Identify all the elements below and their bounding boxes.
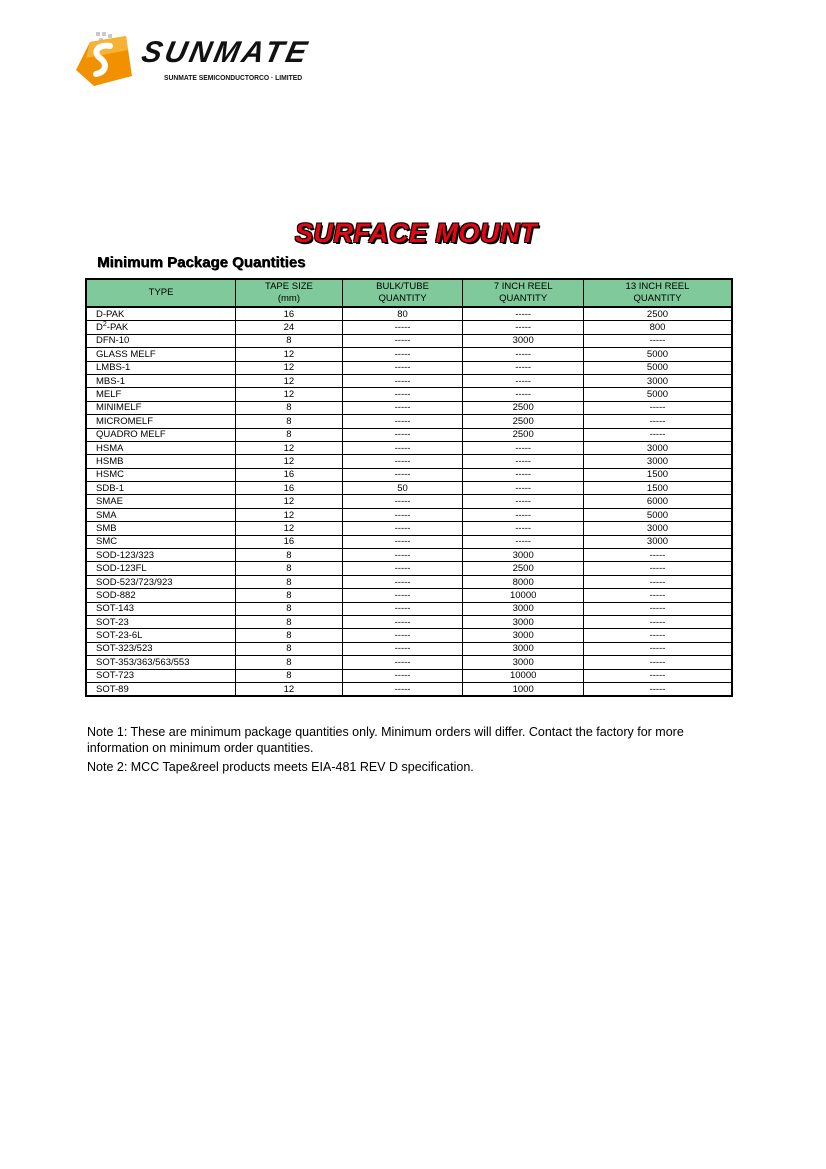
cell-type: SMB xyxy=(86,522,236,535)
cell-type: SMAE xyxy=(86,495,236,508)
cell-reel7: 3000 xyxy=(463,602,584,615)
table-row xyxy=(86,575,732,588)
cell-type: MELF xyxy=(86,388,236,401)
cell-tape: 16 xyxy=(236,535,343,548)
cell-reel13: 3000 xyxy=(584,441,733,454)
cell-bulk: 50 xyxy=(342,482,463,495)
cell-tape: 12 xyxy=(236,495,343,508)
cell-reel13: ----- xyxy=(584,549,733,562)
cell-reel13: 5000 xyxy=(584,388,733,401)
cell-bulk: ----- xyxy=(342,589,463,602)
table-row xyxy=(86,495,732,508)
cell-type: QUADRO MELF xyxy=(86,428,236,441)
table-row xyxy=(86,656,732,669)
cell-reel7: ----- xyxy=(463,508,584,521)
logo-mark-icon xyxy=(72,30,142,92)
cell-bulk: ----- xyxy=(342,374,463,387)
cell-bulk: ----- xyxy=(342,455,463,468)
note-1: Note 1: These are minimum package quantities only. Minimum orders will differ. Contact the factory for more information on minimum order quantities. xyxy=(87,725,684,755)
table-row xyxy=(86,374,732,387)
cell-reel13: ----- xyxy=(584,656,733,669)
table-row xyxy=(86,549,732,562)
cell-type: SOT-353/363/563/553 xyxy=(86,656,236,669)
table-row xyxy=(86,334,732,347)
cell-type: LMBS-1 xyxy=(86,361,236,374)
cell-tape: 8 xyxy=(236,428,343,441)
cell-tape: 8 xyxy=(236,562,343,575)
brand-name: SUNMATE xyxy=(138,36,313,69)
cell-reel7: 2500 xyxy=(463,428,584,441)
cell-reel13: ----- xyxy=(584,615,733,628)
cell-type: HSMA xyxy=(86,441,236,454)
cell-reel13: ----- xyxy=(584,589,733,602)
cell-bulk: ----- xyxy=(342,642,463,655)
cell-type: SOD-123/323 xyxy=(86,549,236,562)
cell-tape: 12 xyxy=(236,508,343,521)
header-7-inch-reel: 7 INCH REEL QUANTITY xyxy=(463,279,584,307)
cell-tape: 12 xyxy=(236,682,343,696)
cell-type: SMC xyxy=(86,535,236,548)
cell-reel7: ----- xyxy=(463,482,584,495)
cell-reel7: 3000 xyxy=(463,615,584,628)
cell-tape: 12 xyxy=(236,361,343,374)
cell-reel13: ----- xyxy=(584,562,733,575)
table-row xyxy=(86,589,732,602)
cell-bulk: ----- xyxy=(342,629,463,642)
cell-tape: 8 xyxy=(236,642,343,655)
cell-type: SOT-89 xyxy=(86,682,236,696)
cell-reel13: ----- xyxy=(584,401,733,414)
table-row xyxy=(86,428,732,441)
cell-bulk: ----- xyxy=(342,562,463,575)
cell-bulk: ----- xyxy=(342,575,463,588)
cell-tape: 8 xyxy=(236,334,343,347)
cell-reel13: 3000 xyxy=(584,522,733,535)
cell-reel13: 800 xyxy=(584,321,733,334)
cell-reel13: 3000 xyxy=(584,455,733,468)
cell-reel7: 3000 xyxy=(463,549,584,562)
cell-type: SOT-23 xyxy=(86,615,236,628)
cell-tape: 8 xyxy=(236,669,343,682)
cell-tape: 12 xyxy=(236,522,343,535)
cell-bulk: ----- xyxy=(342,615,463,628)
cell-type: SOT-723 xyxy=(86,669,236,682)
table-row xyxy=(86,562,732,575)
table-row xyxy=(86,642,732,655)
cell-bulk: ----- xyxy=(342,388,463,401)
table-row xyxy=(86,615,732,628)
cell-tape: 16 xyxy=(236,482,343,495)
cell-bulk: ----- xyxy=(342,522,463,535)
cell-reel13: ----- xyxy=(584,575,733,588)
cell-reel7: ----- xyxy=(463,321,584,334)
cell-bulk: ----- xyxy=(342,361,463,374)
cell-reel13: ----- xyxy=(584,415,733,428)
cell-type: SOD-882 xyxy=(86,589,236,602)
cell-reel13: 3000 xyxy=(584,535,733,548)
cell-type: MINIMELF xyxy=(86,401,236,414)
table-row xyxy=(86,629,732,642)
cell-reel13: 1500 xyxy=(584,468,733,481)
cell-type: MICROMELF xyxy=(86,415,236,428)
table-row xyxy=(86,669,732,682)
cell-reel7: ----- xyxy=(463,441,584,454)
cell-tape: 8 xyxy=(236,615,343,628)
cell-reel13: 3000 xyxy=(584,374,733,387)
cell-reel13: ----- xyxy=(584,334,733,347)
cell-type: SOD-123FL xyxy=(86,562,236,575)
cell-reel7: ----- xyxy=(463,522,584,535)
cell-bulk: ----- xyxy=(342,334,463,347)
cell-reel7: ----- xyxy=(463,495,584,508)
cell-reel7: ----- xyxy=(463,348,584,361)
cell-bulk: ----- xyxy=(342,508,463,521)
cell-type: SOT-23-6L xyxy=(86,629,236,642)
page-title: SURFACE MOUNT xyxy=(295,218,537,248)
cell-tape: 12 xyxy=(236,388,343,401)
cell-tape: 8 xyxy=(236,656,343,669)
cell-bulk: ----- xyxy=(342,602,463,615)
cell-reel7: 1000 xyxy=(463,682,584,696)
cell-tape: 12 xyxy=(236,455,343,468)
cell-type: HSMB xyxy=(86,455,236,468)
cell-tape: 8 xyxy=(236,575,343,588)
cell-type: SOT-323/523 xyxy=(86,642,236,655)
cell-reel7: 3000 xyxy=(463,334,584,347)
cell-tape: 12 xyxy=(236,374,343,387)
table-row xyxy=(86,348,732,361)
cell-tape: 16 xyxy=(236,468,343,481)
cell-bulk: ----- xyxy=(342,428,463,441)
cell-bulk: ----- xyxy=(342,468,463,481)
table-row xyxy=(86,508,732,521)
package-quantity-table xyxy=(85,278,733,697)
cell-reel7: 3000 xyxy=(463,629,584,642)
cell-tape: 8 xyxy=(236,602,343,615)
cell-bulk: ----- xyxy=(342,682,463,696)
cell-reel7: 2500 xyxy=(463,401,584,414)
table-row xyxy=(86,321,732,334)
cell-reel13: 5000 xyxy=(584,348,733,361)
cell-reel7: 8000 xyxy=(463,575,584,588)
table-row xyxy=(86,455,732,468)
cell-tape: 8 xyxy=(236,415,343,428)
cell-reel13: 6000 xyxy=(584,495,733,508)
cell-reel13: 2500 xyxy=(584,307,733,321)
cell-type: D-PAK xyxy=(86,307,236,321)
cell-type: SOT-143 xyxy=(86,602,236,615)
table-row xyxy=(86,535,732,548)
notes-section xyxy=(87,724,727,778)
cell-reel7: 2500 xyxy=(463,415,584,428)
cell-reel13: ----- xyxy=(584,629,733,642)
cell-reel13: ----- xyxy=(584,682,733,696)
cell-tape: 16 xyxy=(236,307,343,321)
cell-reel13: 1500 xyxy=(584,482,733,495)
cell-reel7: 10000 xyxy=(463,669,584,682)
cell-bulk: ----- xyxy=(342,535,463,548)
cell-type: SDB-1 xyxy=(86,482,236,495)
table-row xyxy=(86,468,732,481)
cell-reel7: ----- xyxy=(463,374,584,387)
cell-reel13: 5000 xyxy=(584,508,733,521)
cell-type: $D^2$-PAK xyxy=(86,321,236,334)
table-row xyxy=(86,602,732,615)
cell-reel13: ----- xyxy=(584,602,733,615)
cell-reel7: ----- xyxy=(463,307,584,321)
table-row xyxy=(86,682,732,696)
cell-tape: 8 xyxy=(236,549,343,562)
table-row xyxy=(86,441,732,454)
cell-bulk: ----- xyxy=(342,415,463,428)
cell-bulk: ----- xyxy=(342,549,463,562)
table-row xyxy=(86,401,732,414)
header-bulk-tube: BULK/TUBE QUANTITY xyxy=(342,279,463,307)
table-row xyxy=(86,307,732,321)
cell-tape: 12 xyxy=(236,348,343,361)
header-tape-size: TAPE SIZE (mm) xyxy=(236,279,343,307)
table-row xyxy=(86,522,732,535)
table-row xyxy=(86,482,732,495)
cell-reel13: ----- xyxy=(584,669,733,682)
cell-type: HSMC xyxy=(86,468,236,481)
cell-reel13: ----- xyxy=(584,642,733,655)
table-row xyxy=(86,415,732,428)
table-row xyxy=(86,361,732,374)
cell-type: DFN-10 xyxy=(86,334,236,347)
cell-type: MBS-1 xyxy=(86,374,236,387)
cell-type: SMA xyxy=(86,508,236,521)
cell-bulk: ----- xyxy=(342,321,463,334)
cell-tape: 12 xyxy=(236,441,343,454)
cell-reel7: ----- xyxy=(463,361,584,374)
header-type: TYPE xyxy=(86,279,236,307)
cell-reel13: ----- xyxy=(584,428,733,441)
cell-reel7: 10000 xyxy=(463,589,584,602)
header-13-inch-reel: 13 INCH REEL QUANTITY xyxy=(584,279,733,307)
cell-bulk: ----- xyxy=(342,441,463,454)
cell-bulk: 80 xyxy=(342,307,463,321)
cell-tape: 24 xyxy=(236,321,343,334)
cell-tape: 8 xyxy=(236,401,343,414)
company-name: SUNMATE SEMICONDUCTORCO · LIMITED xyxy=(164,73,303,82)
cell-reel7: 3000 xyxy=(463,656,584,669)
cell-bulk: ----- xyxy=(342,401,463,414)
cell-tape: 8 xyxy=(236,629,343,642)
cell-reel7: 2500 xyxy=(463,562,584,575)
cell-reel7: 3000 xyxy=(463,642,584,655)
cell-reel7: ----- xyxy=(463,388,584,401)
company-logo xyxy=(72,30,332,92)
cell-bulk: ----- xyxy=(342,669,463,682)
cell-bulk: ----- xyxy=(342,656,463,669)
cell-reel7: ----- xyxy=(463,468,584,481)
cell-bulk: ----- xyxy=(342,495,463,508)
cell-bulk: ----- xyxy=(342,348,463,361)
cell-tape: 8 xyxy=(236,589,343,602)
note-2: Note 2: MCC Tape&reel products meets EIA-481 REV D specification. xyxy=(87,760,474,774)
cell-type: GLASS MELF xyxy=(86,348,236,361)
cell-reel7: ----- xyxy=(463,535,584,548)
cell-reel7: ----- xyxy=(463,455,584,468)
cell-type: SOD-523/723/923 xyxy=(86,575,236,588)
section-subtitle: Minimum Package Quantities xyxy=(97,254,306,271)
table-row xyxy=(86,388,732,401)
table-header-row xyxy=(86,279,732,307)
cell-reel13: 5000 xyxy=(584,361,733,374)
